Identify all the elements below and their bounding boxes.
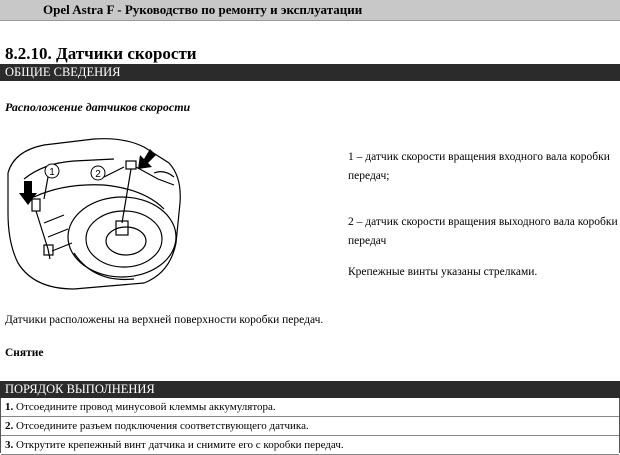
procedure-step: [1, 417, 619, 436]
speed-sensors-diagram: [4, 133, 220, 293]
procedure-steps: [0, 398, 620, 453]
header-bar: [0, 0, 620, 21]
procedure-step: [1, 436, 619, 455]
section-title: 8.2.10. Датчики скорости: [5, 44, 197, 63]
procedure-step: [1, 398, 619, 417]
legend-item-2: 2 – датчик скорости вращения выходного вала коробки передач: [348, 216, 618, 247]
legend-item-1: 1 – датчик скорости вращения входного вала коробки передач;: [348, 151, 610, 182]
legend-arrows-note: Крепежные винты указаны стрелками.: [348, 266, 538, 278]
step-number: 2.: [5, 420, 14, 432]
general-info-bar: ОБЩИЕ СВЕДЕНИЯ: [0, 64, 620, 81]
step-number: 1.: [5, 401, 14, 413]
procedure-bar: ПОРЯДОК ВЫПОЛНЕНИЯ: [0, 381, 620, 398]
step-text: Открутите крепежный винт датчика и снимите его с коробки передач.: [16, 439, 344, 451]
callout-1-label: 1: [49, 167, 55, 178]
step-text: Отсоедините провод минусовой клеммы аккумулятора.: [16, 401, 276, 413]
step-number: 3.: [5, 439, 14, 451]
screw-arrow-2-icon: [138, 149, 156, 169]
callout-2-label: 2: [95, 169, 101, 180]
step-text: Отсоедините разъем подключения соответствующего датчика.: [16, 420, 309, 432]
removal-heading: Снятие: [5, 347, 44, 359]
screw-arrow-1-icon: [19, 181, 37, 205]
sensor-location-text: Датчики расположены на верхней поверхности коробки передач.: [5, 314, 324, 326]
header-title: Opel Astra F - Руководство по ремонту и эксплуатации: [43, 2, 363, 17]
sensor-location-subheading: Расположение датчиков скорости: [5, 100, 191, 114]
